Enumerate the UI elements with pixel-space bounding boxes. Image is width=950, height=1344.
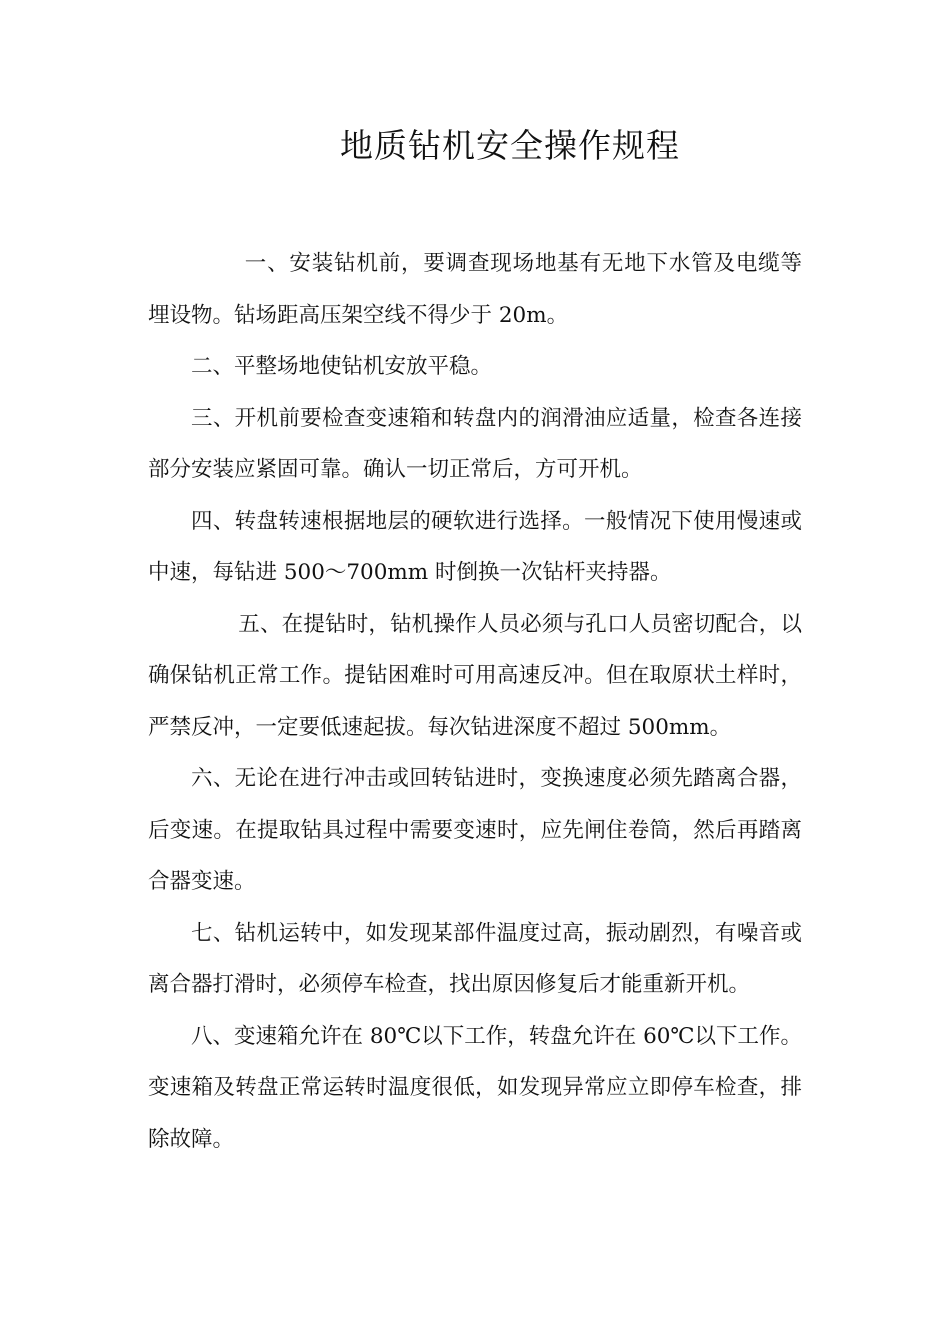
paragraph-8: 八、变速箱允许在 80℃以下工作，转盘允许在 60℃以下工作。变速箱及转盘正常运转时温度很低，如发现异常应立即停车检查，排除故障。 xyxy=(148,1023,802,1152)
paragraph-2: 二、平整场地使钻机安放平稳。 xyxy=(191,354,493,379)
paragraph-1: 一、安装钻机前，要调查现场地基有无地下水管及电缆等埋设物。钻场距高压架空线不得少于 20m。 xyxy=(148,251,802,328)
paragraph-5: 五、在提钻时，钻机操作人员必须与孔口人员密切配合，以确保钻机正常工作。提钻困难时可用高速反冲。但在取原状土样时，严禁反冲，一定要低速起拔。每次钻进深度不超过 500mm。 xyxy=(148,611,802,740)
paragraph-3: 三、开机前要检查变速箱和转盘内的润滑油应适量，检查各连接部分安装应紧固可靠。确认一切正常后，方可开机。 xyxy=(148,405,802,482)
paragraph-4: 四、转盘转速根据地层的硬软进行选择。一般情况下使用慢速或中速，每钻进 500～700mm 时倒换一次钻杆夹持器。 xyxy=(148,508,802,585)
document-body xyxy=(148,238,802,1165)
paragraph-7: 七、钻机运转中，如发现某部件温度过高，振动剧烈，有噪音或离合器打滑时，必须停车检查，找出原因修复后才能重新开机。 xyxy=(148,920,802,997)
paragraph-6: 六、无论在进行冲击或回转钻进时，变换速度必须先踏离合器，后变速。在提取钻具过程中需要变速时，应先闸住卷筒，然后再踏离合器变速。 xyxy=(148,766,802,894)
document-title: 地质钻机安全操作规程 xyxy=(340,126,680,165)
